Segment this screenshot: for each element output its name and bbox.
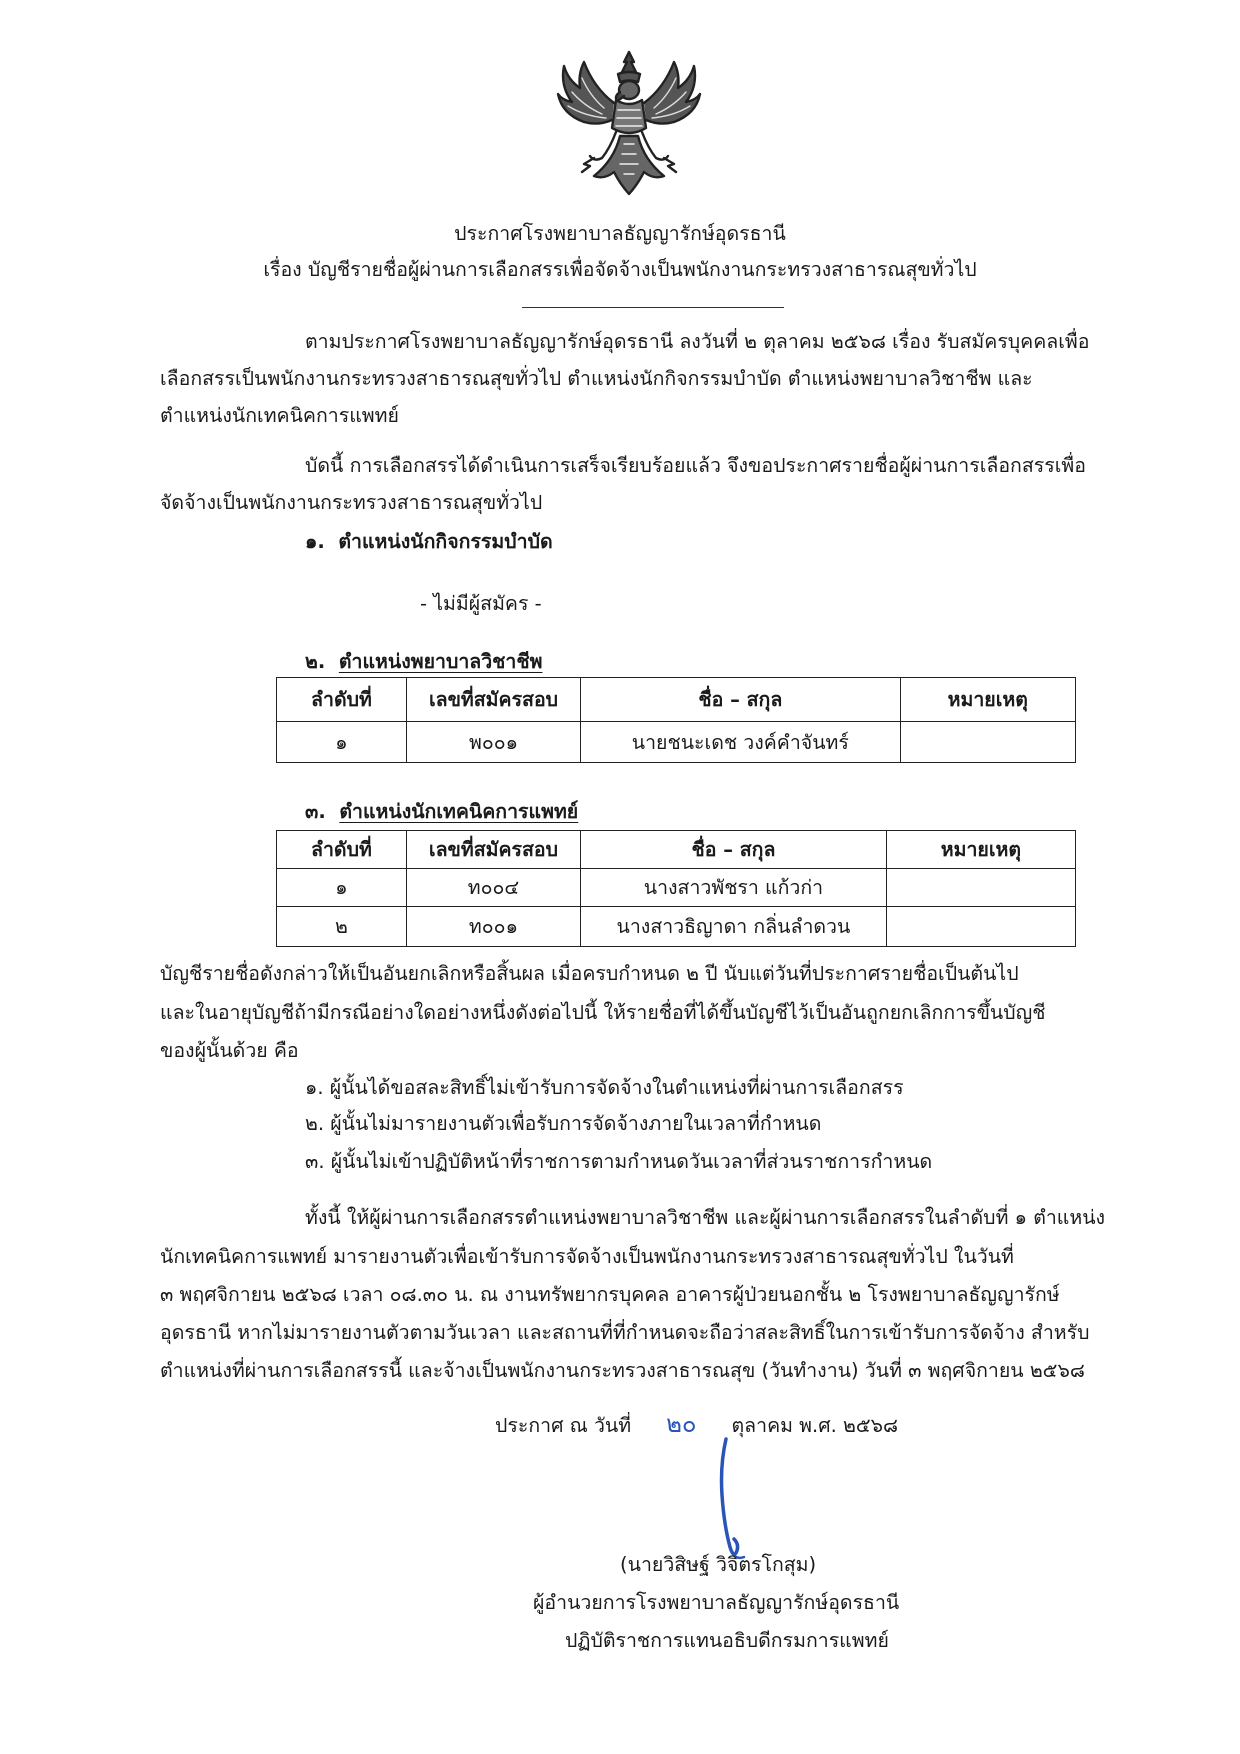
cell-exam-no: ท๐๐๑	[406, 907, 580, 947]
table-row	[277, 907, 1076, 947]
validity-item1: ๑. ผู้นั้นได้ขอสละสิทธิ์ไม่เข้ารับการจัดจ้างในตำแหน่งที่ผ่านการเลือกสรร	[305, 1076, 904, 1099]
validity-item3: ๓. ผู้นั้นไม่เข้าปฏิบัติหน้าที่ราชการตามกำหนดวันเวลาที่ส่วนราชการกำหนด	[305, 1150, 933, 1173]
para2-line2: จัดจ้างเป็นพนักงานกระทรวงสาธารณสุขทั่วไป	[160, 491, 543, 514]
section3-table	[276, 830, 1076, 947]
section1-heading	[305, 530, 553, 554]
cell-name: นางสาวธิญาดา กลิ่นลำดวน	[581, 907, 887, 947]
section1-title: ตำแหน่งนักกิจกรรมบำบัด	[338, 530, 553, 553]
report-line4: อุดรธานี หากไม่มารายงานตัวตามวันเวลา และสถานที่ที่กำหนดจะถือว่าสละสิทธิ์ในการเข้ารับการจัดจ้าง สำหรับ	[160, 1321, 1090, 1344]
section2-table	[276, 677, 1076, 763]
header-order: ลำดับที่	[277, 831, 407, 869]
validity-line3: ของผู้นั้นด้วย คือ	[160, 1039, 299, 1062]
section3-title: ตำแหน่งนักเทคนิคการแพทย์	[339, 800, 579, 823]
announce-prefix: ประกาศ ณ วันที่	[495, 1414, 632, 1437]
cell-order: ๑	[277, 722, 407, 763]
header-name: ชื่อ – สกุล	[581, 831, 887, 869]
header-name: ชื่อ – สกุล	[581, 678, 900, 722]
garuda-emblem-icon	[554, 48, 704, 196]
section2-number: ๒.	[305, 650, 326, 673]
table-row	[277, 722, 1076, 763]
announcement-title: ประกาศโรงพยาบาลธัญญารักษ์อุดรธานี	[454, 222, 786, 245]
section1-number: ๑.	[305, 530, 325, 553]
validity-item2: ๒. ผู้นั้นไม่มารายงานตัวเพื่อรับการจัดจ้างภายในเวลาที่กำหนด	[305, 1112, 822, 1135]
para1-line3: ตำแหน่งนักเทคนิคการแพทย์	[160, 404, 399, 427]
title-divider	[522, 307, 784, 308]
cell-remark	[886, 869, 1075, 907]
signer-acting: ปฏิบัติราชการแทนอธิบดีกรมการแพทย์	[565, 1629, 889, 1652]
cell-remark	[900, 722, 1075, 763]
cell-remark	[886, 907, 1075, 947]
cell-exam-no: พ๐๐๑	[406, 722, 580, 763]
validity-line2: และในอายุบัญชีถ้ามีกรณีอย่างใดอย่างหนึ่งดังต่อไปนี้ ให้รายชื่อที่ได้ขึ้นบัญชีไว้เป็นอันถูกยกเลิกการขึ้นบัญชี	[160, 1001, 1046, 1024]
report-line5: ตำแหน่งที่ผ่านการเลือกสรรนี้ และจ้างเป็นพนักงานกระทรวงสาธารณสุข (วันทำงาน) วันที่ ๓ พฤศจิกายน ๒๕๖๘	[160, 1359, 1085, 1382]
cell-order: ๒	[277, 907, 407, 947]
signer-name: (นายวิสิษฐ์ วิจิตรโกสุม)	[620, 1553, 817, 1576]
report-line3: ๓ พฤศจิกายน ๒๕๖๘ เวลา ๐๘.๓๐ น. ณ งานทรัพยากรบุคคล อาคารผู้ป่วยนอกชั้น ๒ โรงพยาบาลธัญญารักษ์	[160, 1283, 1060, 1306]
header-remark: หมายเหตุ	[900, 678, 1075, 722]
announce-date	[495, 1412, 898, 1438]
cell-name: นายชนะเดช วงค์คำจันทร์	[581, 722, 900, 763]
validity-line1: บัญชีรายชื่อดังกล่าวให้เป็นอันยกเลิกหรือสิ้นผล เมื่อครบกำหนด ๒ ปี นับแต่วันที่ประกาศรายชื่อเป็นต้นไป	[160, 962, 1019, 985]
cell-order: ๑	[277, 869, 407, 907]
report-line1: ทั้งนี้ ให้ผู้ผ่านการเลือกสรรตำแหน่งพยาบาลวิชาชีพ และผู้ผ่านการเลือกสรรในลำดับที่ ๑ ตำแหน่ง	[305, 1206, 1106, 1229]
header-exam-no: เลขที่สมัครสอบ	[406, 678, 580, 722]
table-header-row	[277, 831, 1076, 869]
signer-title: ผู้อำนวยการโรงพยาบาลธัญญารักษ์อุดรธานี	[533, 1591, 900, 1614]
announce-day: ๒๐	[666, 1410, 697, 1438]
section1-note: - ไม่มีผู้สมัคร -	[420, 592, 542, 615]
header-exam-no: เลขที่สมัครสอบ	[406, 831, 580, 869]
para2-line1: บัดนี้ การเลือกสรรได้ดำเนินการเสร็จเรียบร้อยแล้ว จึงขอประกาศรายชื่อผู้ผ่านการเลือกสรรเพื่อ	[305, 454, 1086, 477]
cell-name: นางสาวพัชรา แก้วก่า	[581, 869, 887, 907]
header-order: ลำดับที่	[277, 678, 407, 722]
para1-line2: เลือกสรรเป็นพนักงานกระทรวงสาธารณสุขทั่วไป ตำแหน่งนักกิจกรรมบำบัด ตำแหน่งพยาบาลวิชาชีพ และ	[160, 367, 1033, 390]
section2-heading	[305, 650, 542, 674]
section2-title: ตำแหน่งพยาบาลวิชาชีพ	[338, 650, 543, 673]
section3-heading	[305, 800, 578, 824]
table-row	[277, 869, 1076, 907]
table-header-row	[277, 678, 1076, 722]
para1-line1: ตามประกาศโรงพยาบาลธัญญารักษ์อุดรธานี ลงวันที่ ๒ ตุลาคม ๒๕๖๘ เรื่อง รับสมัครบุคคลเพื่อ	[305, 330, 1090, 353]
cell-exam-no: ท๐๐๔	[406, 869, 580, 907]
announce-suffix: ตุลาคม พ.ศ. ๒๕๖๘	[731, 1414, 899, 1437]
section3-number: ๓.	[305, 800, 326, 823]
handwritten-signature	[700, 1435, 760, 1565]
header-remark: หมายเหตุ	[886, 831, 1075, 869]
announcement-subject: เรื่อง บัญชีรายชื่อผู้ผ่านการเลือกสรรเพื่อจัดจ้างเป็นพนักงานกระทรวงสาธารณสุขทั่วไป	[263, 258, 977, 281]
report-line2: นักเทคนิคการแพทย์ มารายงานตัวเพื่อเข้ารับการจัดจ้างเป็นพนักงานกระทรวงสาธารณสุขทั่วไป ในวันที่	[160, 1245, 1014, 1268]
